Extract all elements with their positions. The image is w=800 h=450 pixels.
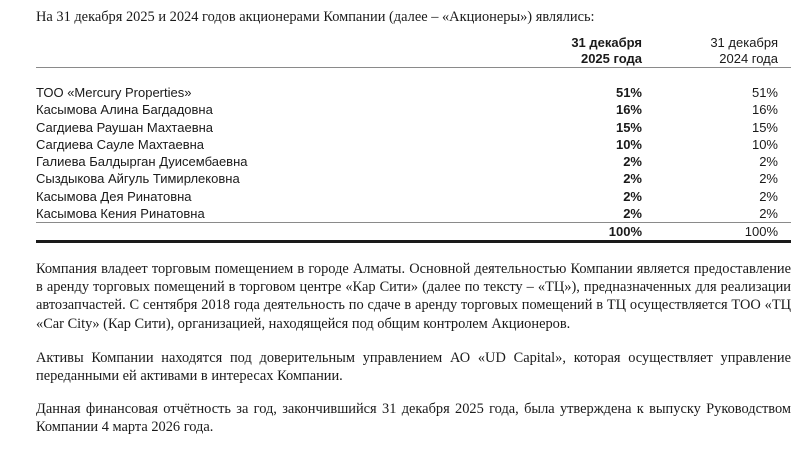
shareholder-name: Касымова Дея Ринатовна [36,188,192,204]
shareholder-name: Сагдиева Сауле Махтаевна [36,136,205,152]
shareholder-name: Галиева Балдырган Дуисембаевна [36,154,248,170]
shareholder-name: ТОО «Mercury Properties» [36,85,192,100]
share-2024: 15% [751,119,778,135]
shareholder-name: Сагдиева Раушан Махтаевна [36,119,214,135]
shareholder-name: Касымова Алина Багдадовна [36,102,213,118]
column-header-2024: 31 декабря 2024 года [710,35,778,66]
intro-text: На 31 декабря 2025 и 2024 годов акционерами Компании (далее – «Акционеры») являлись: [36,9,595,25]
share-2025: 2% [623,206,642,222]
share-2025: 16% [615,102,642,118]
table-header [36,35,791,68]
table-row [36,188,791,205]
shareholder-name: Сыздыкова Айгуль Тимирлековна [36,171,240,187]
shareholder-name: Касымова Кения Ринатовна [36,206,205,222]
table-row [36,153,791,170]
share-2025: 2% [623,154,642,170]
share-2024: 2% [759,188,778,204]
share-2024: 2% [759,154,778,170]
table-row [36,84,791,101]
total-2025: 100% [608,224,642,240]
table-body [36,68,791,243]
total-2024: 100% [744,224,778,240]
share-2025: 10% [615,136,642,152]
share-2025: 2% [623,171,642,187]
table-total-row [36,223,791,243]
paragraph-trust-management: Активы Компании находятся под доверительным управлением АО «UD Capital», которая осуществляет управление переданными ей активами в интересах Компании. [36,350,791,385]
shareholders-table [36,35,791,243]
share-2024: 2% [759,171,778,187]
share-2024: 10% [751,136,778,152]
share-2025: 15% [615,119,642,135]
table-row [36,205,791,223]
table-row [36,136,791,153]
share-2024: 51% [751,85,778,100]
share-2024: 2% [759,206,778,222]
paragraph-company-activity: Компания владеет торговым помещением в городе Алматы. Основной деятельностью Компании является предоставление в аренду торговых помещений в торговом центре «Кар Сити» (далее по тексту – «ТЦ»), предназначенных для реализации автозапчастей. С сентября 2018 года деятельность по сдаче в аренду торговых помещений в ТЦ осуществляется ТОО «ТЦ «Car City» (Кар Сити), организацией, находящейся под общим контролем Акционеров. [36,261,791,332]
table-row [36,119,791,136]
column-header-2025: 31 декабря 2025 года [571,35,642,66]
share-2025: 2% [623,188,642,204]
table-row [36,170,791,187]
paragraph-approval: Данная финансовая отчётность за год, закончившийся 31 декабря 2025 года, была утверждена к выпуску Руководством Компании 4 марта 2026 года. [36,401,791,436]
share-2024: 16% [751,102,778,118]
share-2025: 51% [615,85,642,100]
table-row [36,101,791,118]
